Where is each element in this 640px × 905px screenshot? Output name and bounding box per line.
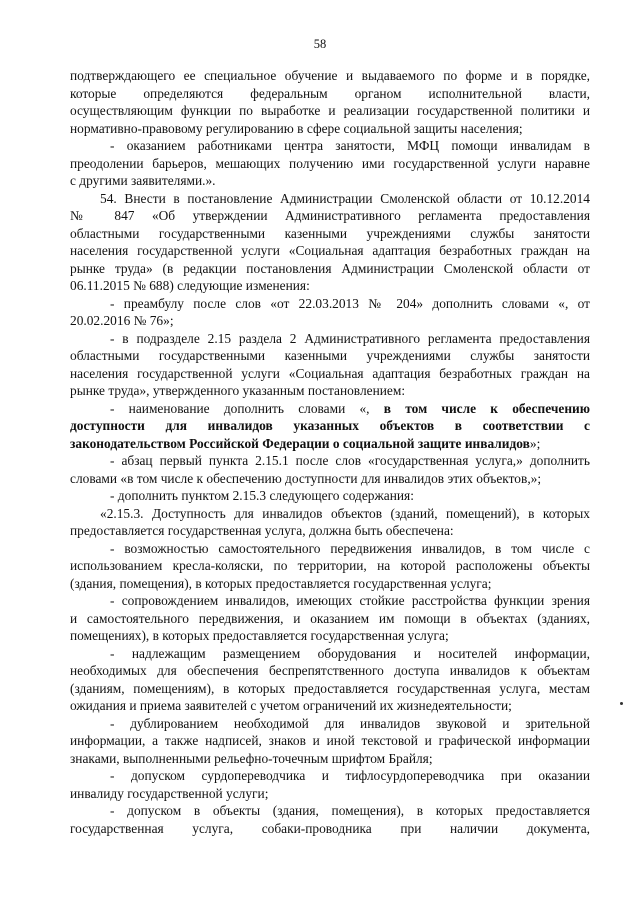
text-line: «2.15.3. Доступность для инвалидов объектов (зданий, помещений), в которых xyxy=(100,505,590,521)
text-line: знаками, выполненными рельефно-точечным шрифтом Брайля; xyxy=(70,750,433,766)
text-line: осуществляющим функции по выработке и реализации государственной политики и xyxy=(70,103,590,118)
text-line: - сопровождением инвалидов, имеющих стойкие расстройства функции зрения xyxy=(110,593,590,608)
page-number: 58 xyxy=(313,37,327,51)
text-line: информации, а также надписей, знаков и иной текстовой и графической информации xyxy=(70,733,590,748)
text-line: областными государственными казенными учреждениями службы занятости xyxy=(70,225,590,241)
text-line: - допуском в объекты (здания, помещения), в которых предоставляется xyxy=(110,803,590,818)
text-line: которые определяются федеральным органом исполнительной власти, xyxy=(70,85,590,101)
text-line: - дублированием необходимой для инвалидов звуковой и зрительной xyxy=(110,715,590,731)
text-line: 06.11.2015 № 688) следующие изменения: xyxy=(70,278,310,293)
text-line: - допуском сурдопереводчика и тифлосурдопереводчика при оказании xyxy=(110,768,590,783)
text-line: предоставляется государственная услуга, должна быть обеспечена: xyxy=(70,523,454,538)
bold-phrase-part: в том числе к обеспечению xyxy=(383,400,590,416)
text-line: нормативно-правовому регулированию в сфере социальной защиты населения; xyxy=(70,120,523,136)
line-prefix: - наименование дополнить словами «, xyxy=(110,400,384,416)
text-line: 54. Внести в постановление Администрации Смоленской области от 10.12.2014 xyxy=(100,190,590,206)
text-line: - оказанием работниками центра занятости, МФЦ помощи инвалидам в xyxy=(110,138,590,153)
text-line: населения государственной услуги «Социальная адаптация безработных граждан на xyxy=(70,243,590,258)
paragraph xyxy=(70,137,590,190)
text-line: инвалиду государственной услуги; xyxy=(70,785,269,801)
text-line: необходимых для обеспечения беспрепятственного доступа инвалидов к объектам xyxy=(70,663,590,678)
text-line: подтверждающего ее специальное обучение и выдаваемого по форме и в порядке, xyxy=(70,68,590,83)
text-line: рынке труда» (в редакции постановления Администрации Смоленской области от xyxy=(70,260,590,276)
text-line: ожидания и приема заявителей с учетом ограничений их жизнедеятельности; xyxy=(70,698,512,713)
text-line xyxy=(70,400,590,418)
text-line: с другими заявителями.». xyxy=(70,173,216,188)
paragraph xyxy=(70,505,590,540)
bold-phrase-part: законодательством Российской Федерации о социальной защите инвалидов xyxy=(70,435,530,451)
paragraph xyxy=(70,767,590,802)
text-line: - дополнить пунктом 2.15.3 следующего содержания: xyxy=(110,488,414,503)
paragraph xyxy=(70,715,590,768)
text-line: словами «в том числе к обеспечению доступности для инвалидов этих объектов,»; xyxy=(70,470,542,486)
text-line: 20.02.2016 № 76»; xyxy=(70,313,174,328)
text-line: рынке труда», утвержденного указанным постановлением: xyxy=(70,383,406,398)
paragraph xyxy=(70,645,590,715)
text-line: (зданиям, помещениям), в которых предоставляется государственная услуга, местам xyxy=(70,680,590,696)
paragraph xyxy=(70,487,590,505)
paragraph xyxy=(70,540,590,593)
text-line: населения государственной услуги «Социальная адаптация безработных граждан на xyxy=(70,365,590,381)
text-line: государственная услуга, собаки-проводника при наличии документа, xyxy=(70,820,590,836)
text-line: № 847 «Об утверждении Административного регламента предоставления xyxy=(70,208,590,223)
bold-phrase-part: доступности для инвалидов указанных объектов в соответствии с xyxy=(70,418,590,433)
text-line: - преамбулу после слов «от 22.03.2013 № 204» дополнить словами «, от xyxy=(110,295,590,311)
paragraph xyxy=(70,190,590,295)
text-line: (здания, помещения), в которых предоставляется государственная услуга; xyxy=(70,575,492,591)
text-line: помещениях), в которых предоставляется государственная услуга; xyxy=(70,628,449,643)
paragraph xyxy=(70,592,590,645)
text-line: - абзац первый пункта 2.15.1 после слов «государственная услуга,» дополнить xyxy=(110,453,590,468)
text-line: преодолении барьеров, мешающих получению ими государственной услуги наравне xyxy=(70,155,590,171)
text-line: использованием кресла-коляски, по территории, на которой расположены объекты xyxy=(70,558,590,573)
paragraph xyxy=(70,452,590,487)
paragraph xyxy=(70,295,590,330)
margin-mark xyxy=(620,702,623,705)
text-line: и самостоятельного передвижения, и оказанием им помощи в объектах (зданиях, xyxy=(70,610,590,626)
paragraph xyxy=(70,67,590,137)
paragraph xyxy=(70,330,590,400)
document-body xyxy=(70,67,590,837)
text-line: - в подразделе 2.15 раздела 2 Административного регламента предоставления xyxy=(110,330,590,346)
text-line: областными государственными казенными учреждениями службы занятости xyxy=(70,348,590,363)
line-suffix: »; xyxy=(529,435,541,451)
paragraph xyxy=(70,802,590,837)
text-line: - надлежащим размещением оборудования и носителей информации, xyxy=(110,645,590,661)
text-line xyxy=(70,435,590,453)
text-line: - возможностью самостоятельного передвижения инвалидов, в том числе с xyxy=(110,540,590,556)
paragraph xyxy=(70,400,590,453)
